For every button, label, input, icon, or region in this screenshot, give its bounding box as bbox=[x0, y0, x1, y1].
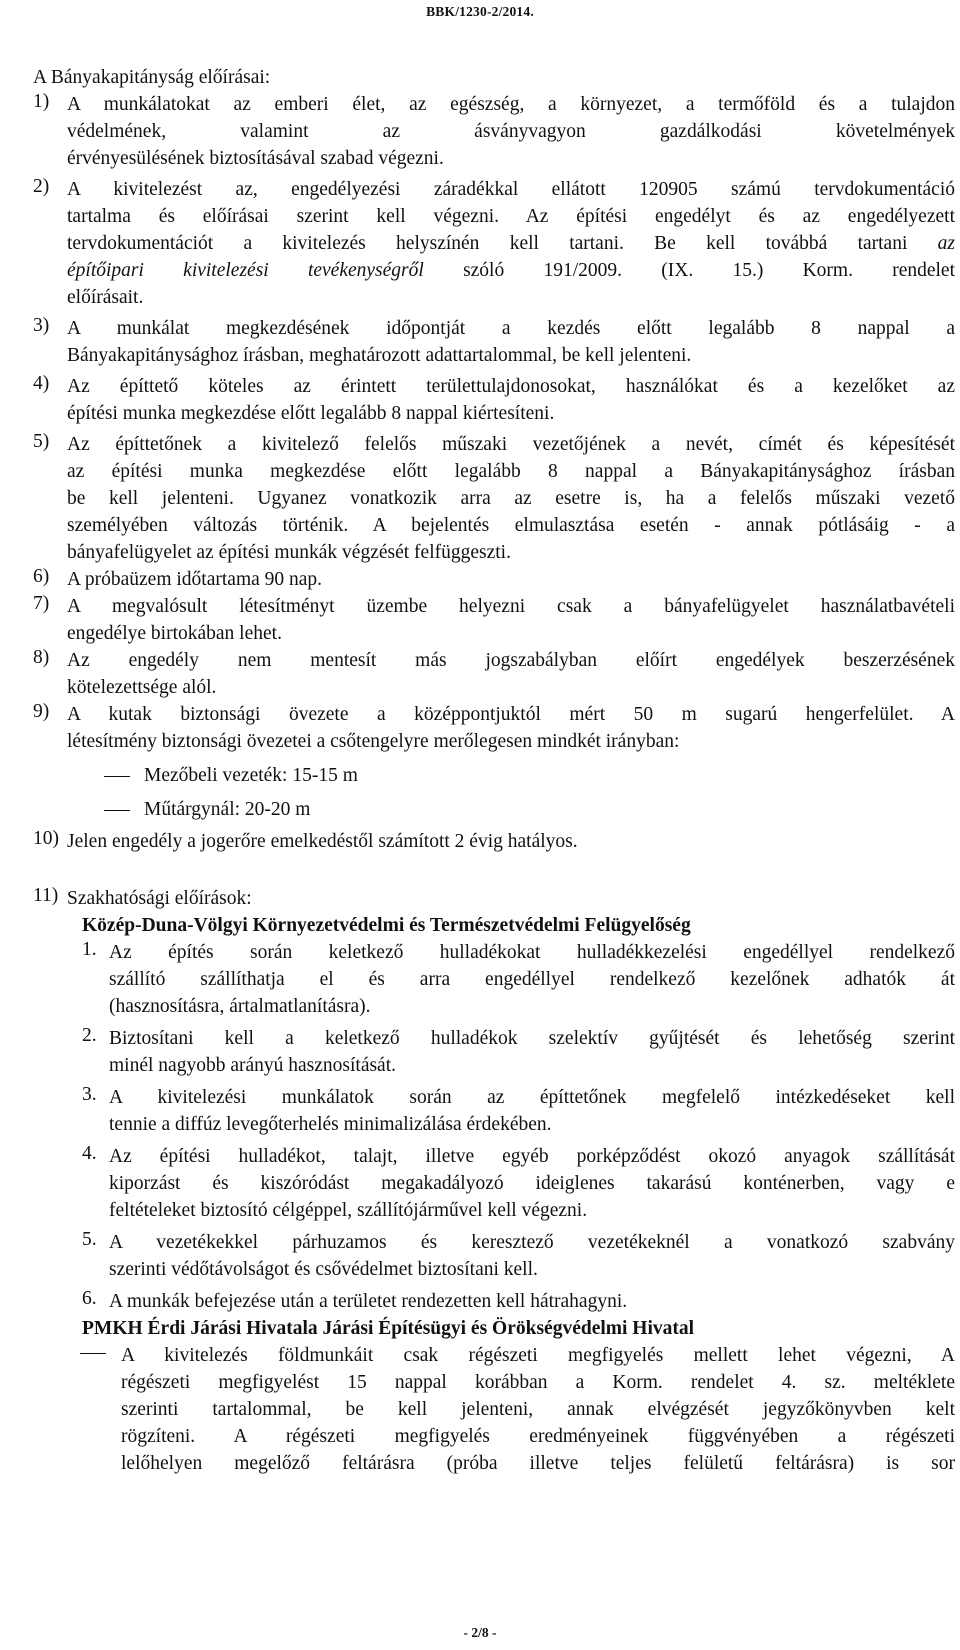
point-text-line: Biztosítani kell a keletkező hulladékok szelektív gyűjtését és lehetőség szerint bbox=[109, 1028, 955, 1049]
item-text-line: tervdokumentációt a kivitelezés helyszínén kell tartani. Be kell továbbá tartani az bbox=[67, 233, 955, 254]
numbered-point-2 bbox=[33, 1025, 955, 1079]
sub-item-text: Műtárgynál: 20-20 m bbox=[144, 799, 311, 820]
dash-item bbox=[33, 1342, 955, 1477]
item-number: 8) bbox=[33, 647, 50, 668]
item-text-line: bányafelügyelet az építési munkák végzését felfüggeszti. bbox=[67, 542, 511, 563]
item-text-line: védelmének, valamint az ásványvagyon gazdálkodási követelmények bbox=[67, 121, 955, 142]
point-text-line: szállító szállíthatja el és arra engedéllyel rendelkező kezelőnek adhatók át bbox=[109, 969, 955, 990]
item-text-line: A megvalósult létesítményt üzembe helyezni csak a bányafelügyelet használatbavételi bbox=[67, 596, 955, 617]
item-text-line: Az engedély nem mentesít más jogszabályban előírt engedélyek beszerzésének bbox=[67, 650, 955, 671]
point-number: 3. bbox=[82, 1084, 97, 1105]
item-text-line: be kell jelenteni. Ugyanez vonatkozik arra az esetre is, ha a felelős műszaki vezető bbox=[67, 488, 955, 509]
point-number: 5. bbox=[82, 1229, 97, 1250]
numbered-point-4 bbox=[33, 1143, 955, 1224]
list-item-6 bbox=[33, 566, 955, 593]
item-text-line: Az építtetőnek a kivitelező felelős műszaki vezetőjének a nevét, címét és képesítését bbox=[67, 434, 955, 455]
item-text-line: tartalma és előírásai szerint kell végezni. Az építési engedélyt és az engedélyezett bbox=[67, 206, 955, 227]
dash-bullet-icon bbox=[80, 1342, 106, 1364]
dash-bullet-icon bbox=[104, 762, 130, 789]
point-text-line: szerinti védőtávolságot és csővédelmet biztosítani kell. bbox=[109, 1259, 538, 1280]
italic-ref: építőipari kivitelezési tevékenységről bbox=[67, 260, 464, 281]
dash-item-text-line: régészeti megfigyelést 15 nappal korábban a Korm. rendelet 4. sz. meltéklete bbox=[121, 1372, 955, 1393]
item-text-line: előírásait. bbox=[67, 287, 144, 308]
point-text-line: A kivitelezési munkálatok során az építtetőnek megfelelő intézkedéseket kell bbox=[109, 1087, 955, 1108]
item-text-line: Jelen engedély a jogerőre emelkedéstől számított 2 évig hatályos. bbox=[67, 831, 578, 852]
numbered-point-3 bbox=[33, 1084, 955, 1138]
sub-item-dash bbox=[33, 796, 955, 823]
point-number: 1. bbox=[82, 939, 97, 960]
item-text-line: engedélye birtokában lehet. bbox=[67, 623, 282, 644]
point-text-line: tennie a diffúz levegőterhelés minimalizálása érdekében. bbox=[109, 1114, 552, 1135]
point-text-line: kiporzást és kiszóródást megakadályozó ideiglenes takarású konténerben, vagy e bbox=[109, 1173, 955, 1194]
item-number: 11) bbox=[33, 885, 59, 906]
item-text-line: A próbaüzem időtartama 90 nap. bbox=[67, 569, 323, 590]
document-body bbox=[33, 64, 955, 1477]
dash-item-text-line: szerinti tartalommal, be kell jelenteni, annak elvégzését jegyzőkönyvben kelt bbox=[121, 1399, 955, 1420]
numbered-point-5 bbox=[33, 1229, 955, 1283]
list-item-10 bbox=[33, 828, 955, 855]
list-item-3 bbox=[33, 315, 955, 369]
item-text-line-italic-ref: építőipari kivitelezési tevékenységről szóló 191/2009. (IX. 15.) Korm. rendelet bbox=[67, 260, 955, 281]
list-item-2 bbox=[33, 176, 955, 311]
point-text-line: (hasznosításra, ártalmatlanításra). bbox=[109, 996, 371, 1017]
numbered-point-6 bbox=[33, 1288, 955, 1315]
item-text-line: A kutak biztonsági övezete a középpontjuktól mért 50 m sugarú hengerfelület. A bbox=[67, 704, 955, 725]
item-number: 3) bbox=[33, 315, 50, 336]
item-number: 1) bbox=[33, 91, 50, 112]
item-text-line: A munkálat megkezdésének időpontját a kezdés előtt legalább 8 nappal a bbox=[67, 318, 955, 339]
item-number: 7) bbox=[33, 593, 50, 614]
dash-item-text-line: rögzíteni. A régészeti megfigyelés eredményeinek függvényében a régészeti bbox=[121, 1426, 955, 1447]
agency-heading: PMKH Érdi Járási Hivatala Járási Építésügyi és Örökségvédelmi Hivatal bbox=[82, 1318, 695, 1339]
dash-bullet-icon bbox=[104, 796, 130, 823]
section-title: A Bányakapitányság előírásai: bbox=[33, 67, 271, 88]
item-number: 10) bbox=[33, 828, 59, 849]
list-item-5 bbox=[33, 431, 955, 566]
list-item-7 bbox=[33, 593, 955, 647]
item-text-line: létesítmény biztonsági övezetei a csőtengelyre merőlegesen mindkét irányban: bbox=[67, 731, 680, 752]
document-number-header: BBK/1230-2/2014. bbox=[426, 4, 534, 19]
item-text-line: személyében változás történik. A bejelentés elmulasztása esetén - annak pótlásáig - a bbox=[67, 515, 955, 536]
item-text-line: kötelezettsége alól. bbox=[67, 677, 217, 698]
point-number: 6. bbox=[82, 1288, 97, 1309]
agency-heading: Közép-Duna-Völgyi Környezetvédelmi és Természetvédelmi Felügyelőség bbox=[82, 915, 691, 936]
point-text-line: minél nagyobb arányú hasznosítását. bbox=[109, 1055, 397, 1076]
item-number: 9) bbox=[33, 701, 50, 722]
item-number: 4) bbox=[33, 373, 50, 394]
list-item-9 bbox=[33, 701, 955, 755]
dash-item-text-line: lelőhelyen megelőző feltárásra (próba illetve teljes felületű feltárásra) is sor bbox=[121, 1453, 955, 1474]
point-text-line: feltételeket biztosító célgéppel, szállítójárművel kell végezni. bbox=[109, 1200, 588, 1221]
list-item-4 bbox=[33, 373, 955, 427]
point-text-line: A munkák befejezése után a területet rendezetten kell hátrahagyni. bbox=[109, 1291, 628, 1312]
point-number: 4. bbox=[82, 1143, 97, 1164]
dash-item-text-line: A kivitelezés földmunkáit csak régészeti megfigyelés mellett lehet végezni, A bbox=[121, 1345, 955, 1366]
item-text-line: építési munka megkezdése előtt legalább 8 nappal kiértesíteni. bbox=[67, 403, 555, 424]
item-text-line: A munkálatokat az emberi élet, az egészség, a környezet, a termőföld és a tulajdon bbox=[67, 94, 955, 115]
list-item-11 bbox=[33, 885, 955, 912]
italic-ref: az bbox=[937, 233, 955, 254]
list-item-8 bbox=[33, 647, 955, 701]
item-text-line: A kivitelezést az, engedélyezési záradékkal ellátott 120905 számú tervdokumentáció bbox=[67, 179, 955, 200]
item-text-line: Az építtető köteles az érintett területtulajdonosokat, használókat és a kezelőket az bbox=[67, 376, 955, 397]
item-text-line: az építési munka megkezdése előtt legalább 8 nappal a Bányakapitánysághoz írásban bbox=[67, 461, 955, 482]
item-number: 6) bbox=[33, 566, 50, 587]
list-item-1 bbox=[33, 91, 955, 172]
page-number-footer: - 2/8 - bbox=[463, 1625, 497, 1640]
point-number: 2. bbox=[82, 1025, 97, 1046]
item-number: 5) bbox=[33, 431, 50, 452]
point-text-line: Az építési hulladékot, talajt, illetve egyéb porképződést okozó anyagok szállítását bbox=[109, 1146, 955, 1167]
point-text-line: A vezetékekkel párhuzamos és keresztező vezetékeknél a vonatkozó szabvány bbox=[109, 1232, 955, 1253]
item-text-line: érvényesülésének biztosításával szabad végezni. bbox=[67, 148, 444, 169]
point-text-line: Az építés során keletkező hulladékokat hulladékkezelési engedéllyel rendelkező bbox=[109, 942, 955, 963]
numbered-point-1 bbox=[33, 939, 955, 1020]
item-number: 2) bbox=[33, 176, 50, 197]
item-title: Szakhatósági előírások: bbox=[67, 888, 252, 909]
sub-item-dash bbox=[33, 762, 955, 789]
sub-item-text: Mezőbeli vezeték: 15-15 m bbox=[144, 765, 358, 786]
item-text-line: Bányakapitánysághoz írásban, meghatározott adattartalommal, be kell jelenteni. bbox=[67, 345, 692, 366]
